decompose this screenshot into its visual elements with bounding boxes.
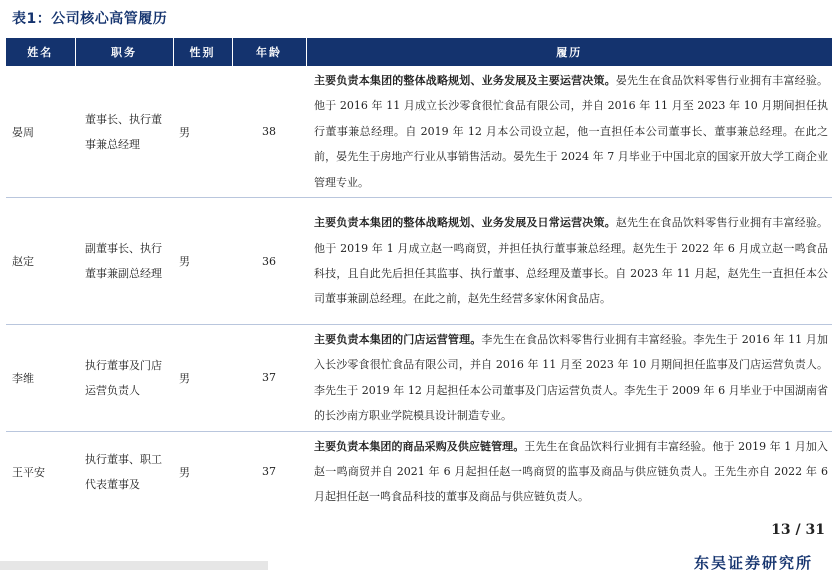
resume-text: 赵先生在食品饮料零售行业拥有丰富经验。他于 2019 年 1 月成立赵一鸣商贸，并担任执行董事兼总经理。赵先生于 2022 年 6 月成立赵一鸣食品科技，且自此先后担任其监事、执行董事、总经理及董事长。自 2023 年 11 月起，赵先生一直担任本公司董事兼副总经理。在此之前，赵先生经营多家休闲食品店。	[314, 216, 829, 306]
header-position: 职务	[75, 38, 173, 66]
header-name: 姓名	[6, 38, 75, 66]
resume-text: 李先生在食品饮料零售行业拥有丰富经验。李先生于 2016 年 11 月加入长沙零食很忙食品有限公司，并自 2016 年 11 月至 2023 年 10 月期间担任监事及门店运营负责人。李先生于 2019 年 12 月起担任本公司董事及门店运营负责人。李先生于 2009 年 6 月毕业于中国湖南省的长沙南方职业学院模具设计制造专业。	[314, 333, 828, 423]
table-row	[6, 198, 832, 325]
row-resume	[306, 198, 832, 325]
row-gender: 男	[179, 465, 190, 479]
row-position: 执行董事、职工代表董事及	[85, 452, 162, 491]
page-number: 13 / 31	[771, 522, 825, 538]
row-gender: 男	[173, 325, 232, 432]
header-gender: 性别	[173, 38, 232, 66]
resume-text: 晏先生在食品饮料零售行业拥有丰富经验。他于 2016 年 11 月成立长沙零食很忙食品有限公司，并自 2016 年 11 月至 2023 年 10 月期间担任执行董事兼总经理。自 2019 年 12 月本公司设立起，他一直担任本公司董事长、董事兼总经理。在此之前，晏先生于房地产行业从事销售活动。晏先生于 2024 年 7 月毕业于中国北京的国家开放大学工商企业管理专业。	[314, 74, 829, 189]
row-resume	[306, 66, 832, 198]
row-name: 王平安	[12, 465, 45, 479]
table-row	[6, 325, 832, 432]
row-gender: 男	[173, 66, 232, 198]
footer-organization: 东吴证券研究所	[693, 554, 813, 570]
row-age: 37	[262, 465, 276, 479]
row-position: 执行董事及门店运营负责人	[75, 325, 173, 432]
row-name: 晏周	[6, 66, 75, 198]
row-name: 李维	[6, 325, 75, 432]
row-position: 董事长、执行董事兼总经理	[75, 66, 173, 198]
row-resume	[306, 431, 832, 512]
table-row	[6, 66, 832, 198]
resume-lead: 主要负责本集团的商品采购及供应链管理。	[314, 439, 525, 453]
table-row	[6, 431, 832, 512]
resume-lead: 主要负责本集团的门店运营管理。	[314, 333, 482, 347]
row-age: 37	[232, 325, 306, 432]
header-age: 年龄	[232, 38, 306, 66]
resume-lead: 主要负责本集团的整体战略规划、业务发展及主要运营决策。	[314, 74, 616, 87]
resume-text: 王先生在食品饮料行业拥有丰富经验。他于 2019 年 1 月加入赵一鸣商贸并自 2021 年 6 月起担任赵一鸣商贸的监事及商品与供应链负责人。王先生亦自 2022 年 6 月起担任赵一鸣食品科技的董事及商品与供应链负责人。	[314, 439, 829, 504]
row-resume	[306, 325, 832, 432]
footer-bar	[0, 561, 268, 570]
table-title: 表1：公司核心高管履历	[12, 11, 168, 27]
row-age: 38	[232, 66, 306, 198]
row-position: 副董事长、执行董事兼副总经理	[75, 198, 173, 325]
resume-lead: 主要负责本集团的整体战略规划、业务发展及日常运营决策。	[314, 216, 616, 230]
table-header-row	[6, 38, 832, 66]
executive-table	[6, 38, 832, 512]
row-age: 36	[232, 198, 306, 325]
header-resume: 履历	[306, 38, 832, 66]
row-name: 赵定	[6, 198, 75, 325]
row-gender: 男	[173, 198, 232, 325]
